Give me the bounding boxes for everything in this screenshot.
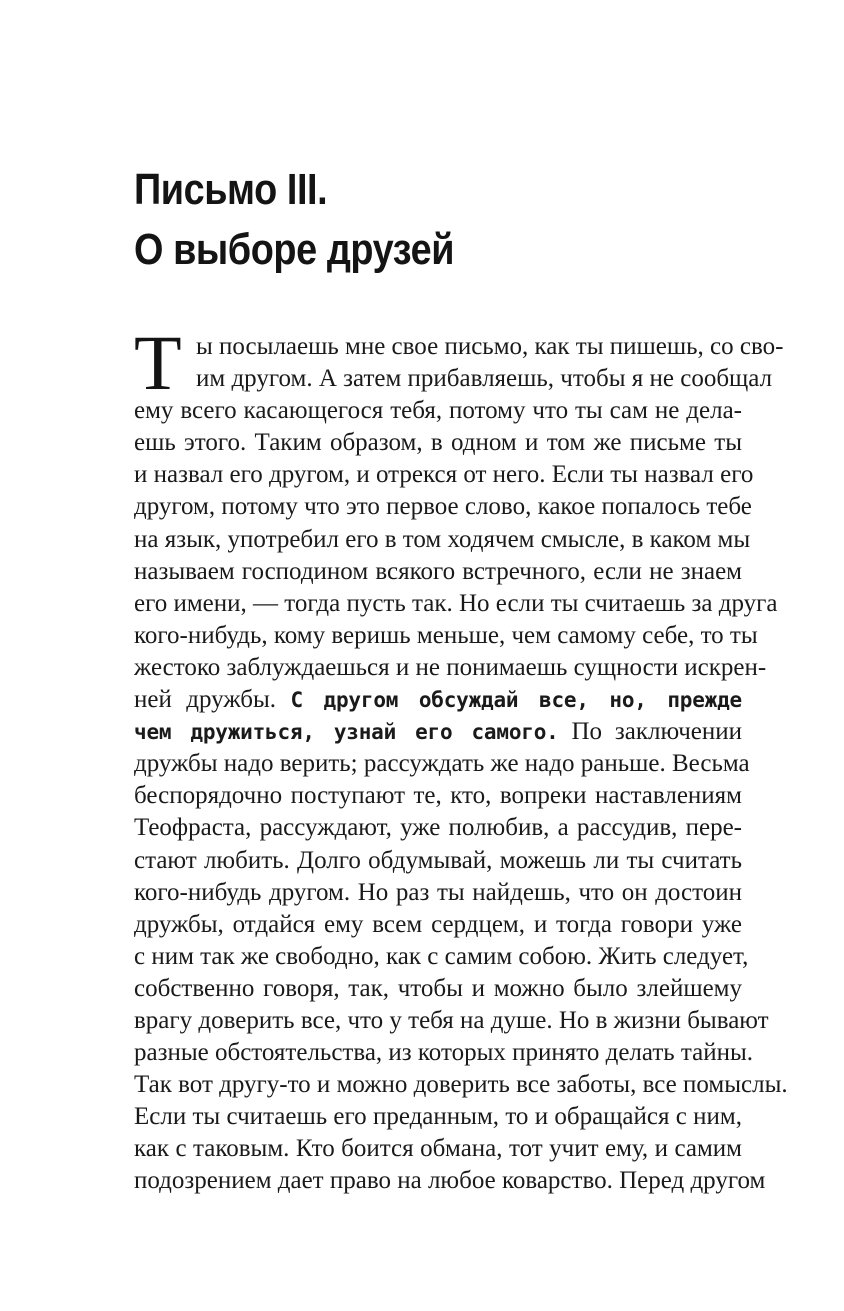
text-line: как с таковым. Кто боится обмана, тот учит ему, и самим: [134, 1135, 742, 1163]
text-line: дружбы, отдайся ему всем сердцем, и тогда говори уже: [134, 910, 742, 938]
text-line: ы посылаешь мне свое письмо, как ты пишешь, со сво-: [196, 333, 784, 360]
text-line: кого-нибудь, кому веришь меньше, чем самому себе, то ты: [134, 621, 758, 649]
chapter-title: [134, 160, 684, 280]
text-line: им другом. А затем прибавляешь, чтобы я не сообщал: [196, 365, 773, 393]
text-line: подозрением дает право на любое коварство. Перед другом: [134, 1167, 766, 1195]
bold-emphasis: С другом обсуждай все, но, прежде: [290, 688, 742, 713]
text-line: дружбы надо верить; рассуждать же надо раньше. Весьма: [134, 750, 750, 778]
text-line: с ним так же свободно, как с самим собою. Жить следует,: [134, 942, 749, 970]
text-line: и назвал его другом, и отрекся от него. Если ты назвал его: [134, 461, 754, 489]
text-line: беспорядочно поступают те, кто, вопреки наставлениям: [134, 782, 742, 810]
text-line: собственно говоря, так, чтобы и можно было злейшему: [134, 974, 742, 1002]
text-line: на язык, употребил его в том ходячем смысле, в каком мы: [134, 525, 751, 553]
text-line-mixed: [134, 716, 742, 748]
text-fragment: ней дружбы.: [134, 686, 291, 714]
drop-cap: Т: [134, 319, 182, 406]
text-line: кого-нибудь другом. Но раз ты найдешь, что он достоин: [134, 878, 742, 906]
bold-emphasis: чем дружиться, узнай его самого.: [134, 720, 559, 745]
text-line: называем господином всякого встречного, если не знаем: [134, 557, 742, 585]
text-fragment: По заключении: [558, 718, 742, 746]
text-line: ешь этого. Таким образом, в одном и том же письме ты: [134, 429, 742, 457]
text-line: врагу доверить все, что у тебя на душе. Но в жизни бывают: [134, 1006, 769, 1034]
text-line: разные обстоятельства, из которых принято делать тайны.: [134, 1039, 754, 1067]
text-line-mixed: [134, 684, 742, 716]
text-line: Так вот другу-то и можно доверить все заботы, все помыслы.: [134, 1071, 788, 1099]
text-line: жестоко заблуждаешься и не понимаешь сущности искрен-: [134, 653, 767, 681]
chapter-title-line-2: О выборе друзей: [134, 225, 455, 274]
chapter-title-line-1: Письмо III.: [134, 165, 328, 214]
text-line: Теофраста, рассуждают, уже полюбив, а рассудив, пере-: [134, 814, 742, 842]
text-line: стают любить. Долго обдумывай, можешь ли ты считать: [134, 846, 742, 874]
chapter-body: [134, 319, 788, 1198]
text-line: его имени, — тогда пусть так. Но если ты считаешь за друга: [134, 589, 778, 617]
text-line: Если ты считаешь его преданным, то и обращайся с ним,: [134, 1103, 742, 1131]
text-line: другом, потому что это первое слово, какое попалось тебе: [134, 493, 752, 521]
text-line: ему всего касающегося тебя, потому что ты сам не дела-: [134, 397, 742, 425]
